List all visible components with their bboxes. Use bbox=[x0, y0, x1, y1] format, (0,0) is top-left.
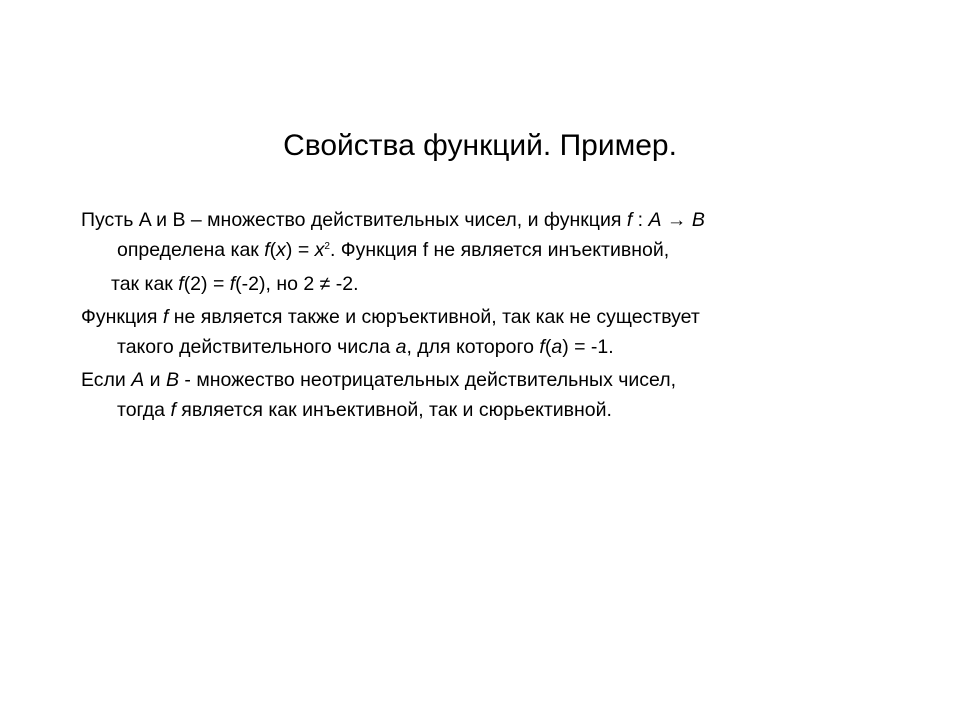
paragraph-counterexample bbox=[81, 269, 901, 299]
paragraph-line: такого действительного числа a, для которого f(a) = -1. bbox=[117, 336, 614, 358]
paragraph-line: определена как $f(x) = x^2$. Функция f не является инъективной, bbox=[117, 239, 670, 261]
paragraph-nonnegative bbox=[81, 365, 901, 425]
paragraph-line: Пусть A и B – множество действительных чисел, и функция f : A → B bbox=[81, 209, 705, 231]
paragraph-line: тогда f является как инъективной, так и сюрьективной. bbox=[117, 399, 612, 421]
slide-title: Свойства функций. Пример. bbox=[283, 129, 677, 162]
paragraph-line: Функция f не является также и сюръективной, так как не существует bbox=[81, 306, 700, 328]
paragraph-line: Если A и B - множество неотрицательных действительных чисел, bbox=[81, 369, 677, 391]
paragraph-surjective bbox=[81, 302, 901, 362]
paragraph-injective bbox=[81, 205, 901, 265]
paragraph-line: так как f(2) = f(-2), но 2 ≠ -2. bbox=[111, 273, 359, 295]
